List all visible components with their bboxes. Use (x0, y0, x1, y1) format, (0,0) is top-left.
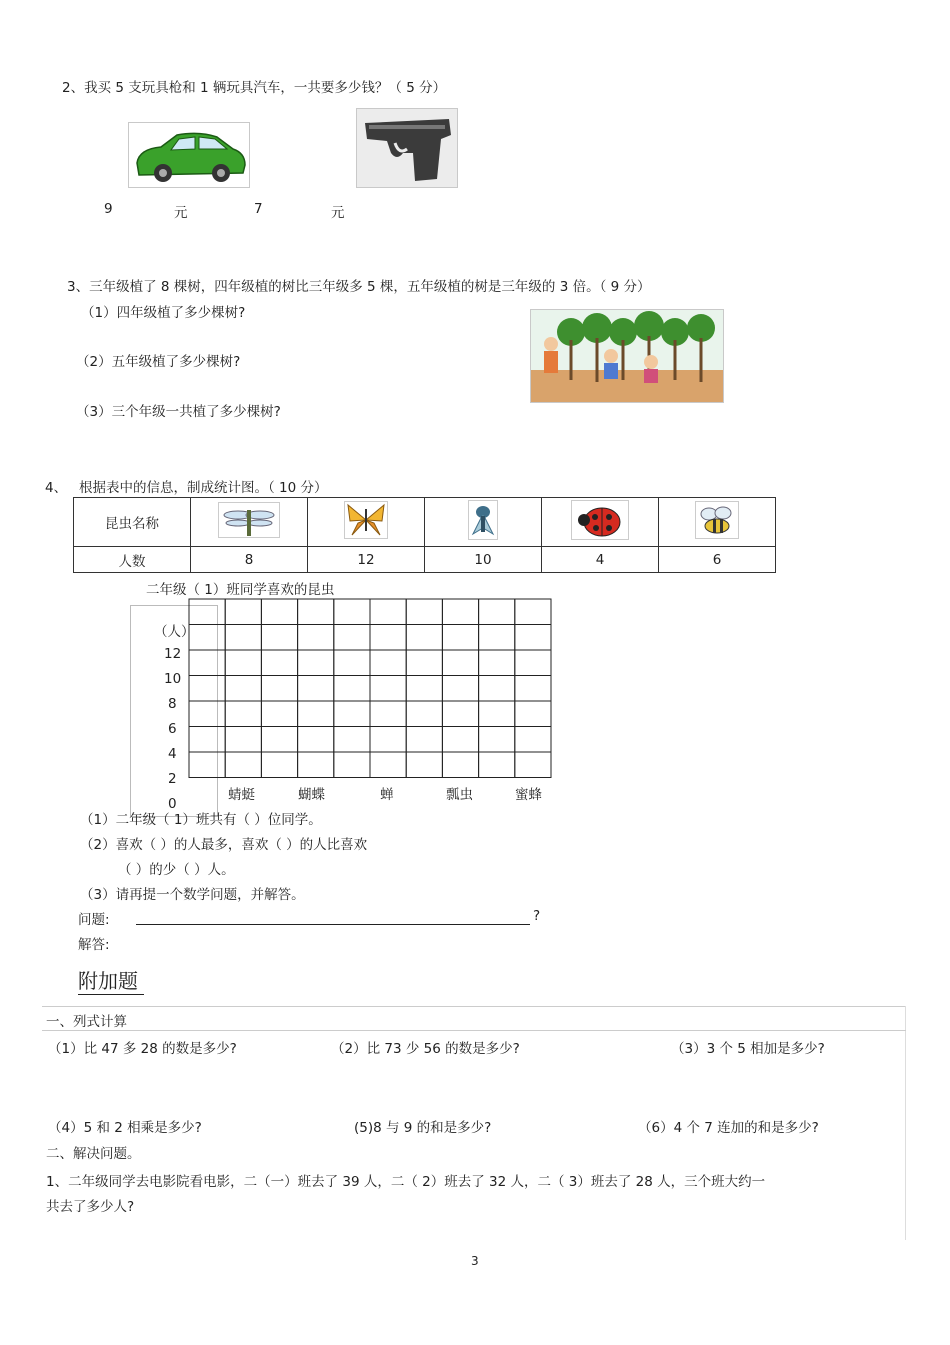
question-label: 问题: (78, 912, 110, 928)
grid-cell[interactable] (225, 599, 261, 625)
extra-section1: 一、列式计算 (46, 1014, 127, 1030)
grid-cell[interactable] (515, 625, 551, 651)
grid-cell[interactable] (515, 676, 551, 702)
extra-problem-2: （2）比 73 少 56 的数是多少? (331, 1041, 520, 1057)
q3-sub1: （1）四年级植了多少棵树? (81, 305, 246, 321)
q4-text: 根据表中的信息，制成统计图。（ 10 分） (79, 480, 328, 496)
extra-problem-4: （4）5 和 2 相乘是多少? (48, 1120, 202, 1136)
x-category-label: 蜜蜂 (515, 787, 542, 803)
grid-cell[interactable] (515, 650, 551, 676)
car-price-unit: 元 (174, 205, 188, 221)
tree-planting-image (530, 309, 724, 403)
row-header-insect-name: 昆虫名称 (74, 498, 191, 547)
grid-cell[interactable] (406, 727, 442, 753)
gun-icon (357, 109, 457, 187)
q4-sub1: （1）二年级（ 1）班共有（ ）位同学。 (80, 812, 322, 828)
grid-cell[interactable] (442, 727, 478, 753)
insect-cell-butterfly (308, 498, 425, 547)
x-category-label: 蜻蜓 (228, 787, 255, 803)
y-axis-label: （人） (154, 624, 195, 640)
grid-cell[interactable] (189, 701, 225, 727)
q3-text: 3、三年级植了 8 棵树，四年级植的树比三年级多 5 棵，五年级植的树是三年级的 3 倍。（ 9 分） (67, 279, 651, 295)
grid-cell[interactable] (261, 676, 297, 702)
extra-s2-q1-line1: 1、二年级同学去电影院看电影，二（一）班去了 39 人，二（ 2）班去了 32 人，二（ 3）班去了 28 人，三个班大约一 (46, 1174, 766, 1190)
y-tick-label: 2 (168, 771, 177, 787)
grid-cell[interactable] (298, 650, 334, 676)
grid-cell[interactable] (370, 727, 406, 753)
q3-sub3: （3）三个年级一共植了多少棵树? (76, 404, 281, 420)
grid-cell[interactable] (370, 752, 406, 778)
grid-cell[interactable] (225, 727, 261, 753)
grid-cell[interactable] (298, 701, 334, 727)
grid-cell[interactable] (406, 676, 442, 702)
grid-cell[interactable] (370, 676, 406, 702)
y-tick-label: 10 (164, 671, 182, 687)
ladybug-icon (571, 500, 629, 540)
tree-planting-illustration (531, 310, 723, 402)
grid-cell[interactable] (406, 599, 442, 625)
x-category-label: 瓢虫 (446, 787, 473, 803)
bee-icon (695, 501, 739, 539)
q3-sub2: （2）五年级植了多少棵树? (76, 354, 241, 370)
grid-cell[interactable] (515, 599, 551, 625)
car-icon (129, 123, 249, 187)
gun-price-unit: 元 (331, 205, 345, 221)
grid-cell[interactable] (225, 625, 261, 651)
count-bee: 6 (659, 547, 776, 573)
row-header-count: 人数 (74, 547, 191, 573)
x-category-label: 蝉 (380, 787, 394, 803)
x-category-label: 蝴蝶 (298, 787, 325, 803)
cicada-icon (468, 500, 498, 540)
grid-cell[interactable] (298, 625, 334, 651)
grid-cell[interactable] (225, 701, 261, 727)
grid-cell[interactable] (442, 701, 478, 727)
q4-sub2b: （ ）的少（ ）人。 (118, 862, 235, 878)
grid-cell[interactable] (189, 727, 225, 753)
insect-table (73, 497, 776, 573)
grid-cell[interactable] (334, 727, 370, 753)
insect-cell-cicada (425, 498, 542, 547)
grid-cell[interactable] (225, 676, 261, 702)
insect-cell-bee (659, 498, 776, 547)
car-price: 9 (104, 201, 113, 217)
extra-problem-6: （6）4 个 7 连加的和是多少? (638, 1120, 819, 1136)
grid-cell[interactable] (479, 599, 515, 625)
grid-cell[interactable] (298, 727, 334, 753)
grid-cell[interactable] (261, 599, 297, 625)
count-ladybug: 4 (542, 547, 659, 573)
grid-cell[interactable] (406, 650, 442, 676)
count-butterfly: 12 (308, 547, 425, 573)
grid-cell[interactable] (479, 625, 515, 651)
q2-text: 2、我买 5 支玩具枪和 1 辆玩具汽车，一共要多少钱？（ 5 分） (62, 80, 447, 96)
count-cicada: 10 (425, 547, 542, 573)
toy-gun-image (356, 108, 458, 188)
grid-cell[interactable] (515, 727, 551, 753)
count-dragonfly: 8 (191, 547, 308, 573)
q4-number: 4、 (45, 480, 68, 496)
grid-cell[interactable] (479, 676, 515, 702)
dragonfly-icon (218, 502, 280, 538)
extra-title: 附加题 (78, 965, 144, 995)
y-tick-label: 0 (168, 796, 177, 812)
grid-cell[interactable] (479, 752, 515, 778)
grid-cell[interactable] (261, 625, 297, 651)
grid-cell[interactable] (479, 727, 515, 753)
grid-cell[interactable] (442, 650, 478, 676)
q4-sub3: （3）请再提一个数学问题，并解答。 (80, 887, 305, 903)
section1-divider (42, 1030, 906, 1031)
grid-cell[interactable] (442, 676, 478, 702)
grid-cell[interactable] (261, 650, 297, 676)
grid-cell[interactable] (370, 625, 406, 651)
y-tick-label: 4 (168, 746, 177, 762)
grid-cell[interactable] (189, 752, 225, 778)
grid-cell[interactable] (261, 701, 297, 727)
grid-cell[interactable] (298, 599, 334, 625)
grid-cell[interactable] (515, 752, 551, 778)
section-right-border (905, 1006, 906, 1240)
insect-name-row (74, 498, 776, 547)
grid-cell[interactable] (334, 752, 370, 778)
grid-cell[interactable] (406, 752, 442, 778)
extra-problem-5: (5)8 与 9 的和是多少? (354, 1120, 492, 1136)
grid-cell[interactable] (189, 676, 225, 702)
butterfly-icon (344, 501, 388, 539)
insect-cell-ladybug (542, 498, 659, 547)
y-tick-label: 8 (168, 696, 177, 712)
insect-cell-dragonfly (191, 498, 308, 547)
grid-cell[interactable] (261, 727, 297, 753)
grid-cell[interactable] (298, 676, 334, 702)
grid-cell[interactable] (334, 599, 370, 625)
grid-cell[interactable] (442, 625, 478, 651)
grid-cell[interactable] (370, 701, 406, 727)
extra-problem-3: （3）3 个 5 相加是多少? (671, 1041, 825, 1057)
grid-cell[interactable] (479, 701, 515, 727)
grid-cell[interactable] (334, 701, 370, 727)
extra-section2: 二、解决问题。 (46, 1146, 141, 1162)
y-tick-label: 12 (164, 646, 182, 662)
grid-cell[interactable] (406, 701, 442, 727)
grid-cell[interactable] (225, 650, 261, 676)
answer-label: 解答: (78, 937, 110, 953)
grid-cell[interactable] (334, 676, 370, 702)
page-number: 3 (471, 1254, 479, 1268)
grid-cell[interactable] (334, 625, 370, 651)
grid-cell[interactable] (479, 650, 515, 676)
grid-cell[interactable] (370, 650, 406, 676)
grid-cell[interactable] (298, 752, 334, 778)
grid-cell[interactable] (515, 701, 551, 727)
question-answer-line[interactable] (136, 924, 530, 925)
section-top-divider (42, 1006, 906, 1007)
grid-cell[interactable] (189, 650, 225, 676)
grid-cell[interactable] (442, 599, 478, 625)
extra-problem-1: （1）比 47 多 28 的数是多少? (48, 1041, 237, 1057)
q4-sub2a: （2）喜欢（ ）的人最多，喜欢（ ）的人比喜欢 (80, 837, 368, 853)
grid-cell[interactable] (442, 752, 478, 778)
gun-price: 7 (254, 201, 263, 217)
chart-title: 二年级（ 1）班同学喜欢的昆虫 (146, 582, 335, 598)
toy-car-image (128, 122, 250, 188)
y-tick-label: 6 (168, 721, 177, 737)
grid-cell[interactable] (334, 650, 370, 676)
grid-cell[interactable] (406, 625, 442, 651)
count-row (74, 547, 776, 573)
grid-cell[interactable] (370, 599, 406, 625)
grid-cell[interactable] (261, 752, 297, 778)
grid-cell[interactable] (225, 752, 261, 778)
question-end-mark: ? (533, 908, 541, 924)
extra-s2-q1-line2: 共去了多少人? (46, 1199, 135, 1215)
chart-grid (188, 598, 554, 780)
